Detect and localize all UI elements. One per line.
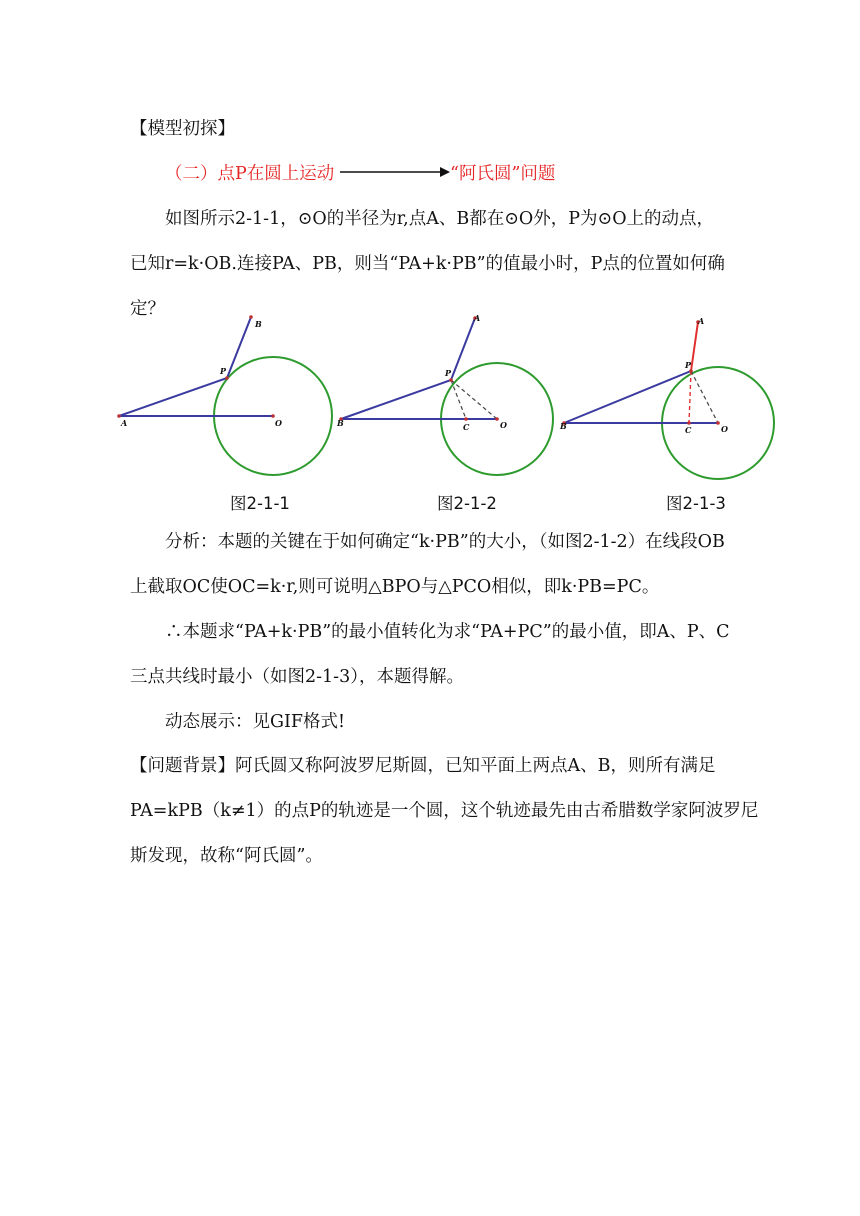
segment-pa (119, 378, 227, 416)
paragraph-5-line-1: 【问题背景】阿氏圆又称阿波罗尼斯圆，已知平面上两点A、B，则所有满足 (130, 756, 716, 776)
figure-2-1-1 (112, 310, 342, 485)
point-label-c: C (685, 425, 692, 435)
point-label-b: B (255, 319, 262, 329)
segment-pc-red-dashed (689, 371, 691, 423)
point-label-b: B (560, 421, 567, 431)
point-label-a: A (474, 313, 481, 323)
point-label-o: O (500, 420, 507, 430)
point-label-p: P (445, 368, 452, 378)
point-label-p: P (685, 360, 692, 370)
point-label-p: P (220, 366, 227, 376)
subheading-right: “阿氏圆”问题 (450, 164, 556, 184)
right-arrow-icon (340, 162, 450, 182)
segment-pa (451, 318, 475, 380)
segment-pb (564, 371, 691, 423)
segment-po-dashed (691, 371, 718, 423)
point-label-o: O (275, 418, 282, 428)
segment-po-dashed (451, 380, 497, 419)
point-label-a: A (698, 316, 705, 326)
segment-pb (341, 380, 451, 419)
paragraph-4: 动态展示：见GIF格式! (165, 712, 346, 732)
paragraph-2-line-1: 分析：本题的关键在于如何确定“k·PB”的大小，（如图2-1-2）在线段OB (165, 532, 725, 552)
segment-pa-red (691, 322, 698, 371)
paragraph-5-line-3: 斯发现，故称“阿氏圆”。 (130, 846, 323, 866)
paragraph-3-line-2: 三点共线时最小（如图2-1-3），本题得解。 (130, 667, 464, 687)
point-label-o: O (721, 424, 728, 434)
paragraph-3-line-1: ∴本题求“PA+k·PB”的最小值转化为求“PA+PC”的最小值，即A、P、C (165, 622, 730, 642)
paragraph-2-line-2: 上截取OC使OC=k·r,则可说明△BPO与△PCO相似，即k·PB=PC。 (130, 577, 660, 597)
paragraph-5-line-2: PA=kPB（k≠1）的点P的轨迹是一个圆，这个轨迹最先由古希腊数学家阿波罗尼 (130, 801, 759, 821)
subheading-left: （二）点P在圆上运动 (165, 164, 335, 184)
paragraph-1-line-3: 定？ (130, 299, 165, 319)
figure-caption-2-1-2: 图2-1-2 (437, 494, 497, 513)
paragraph-1-line-2: 已知r=k·OB.连接PA、PB，则当“PA+k·PB”的值最小时，P点的位置如何确 (130, 254, 725, 274)
figure-caption-2-1-1: 图2-1-1 (230, 494, 290, 513)
point-label-b: B (337, 418, 344, 428)
figure-2-1-3 (558, 310, 788, 485)
point-label-c: C (463, 422, 470, 432)
figure-2-1-2 (335, 310, 565, 485)
figure-caption-2-1-3: 图2-1-3 (666, 494, 726, 513)
paragraph-1-line-1: 如图所示2-1-1，⊙O的半径为r,点A、B都在⊙O外，P为⊙O上的动点， (165, 209, 715, 229)
point-label-a: A (121, 418, 128, 428)
section-title: 【模型初探】 (130, 119, 235, 139)
